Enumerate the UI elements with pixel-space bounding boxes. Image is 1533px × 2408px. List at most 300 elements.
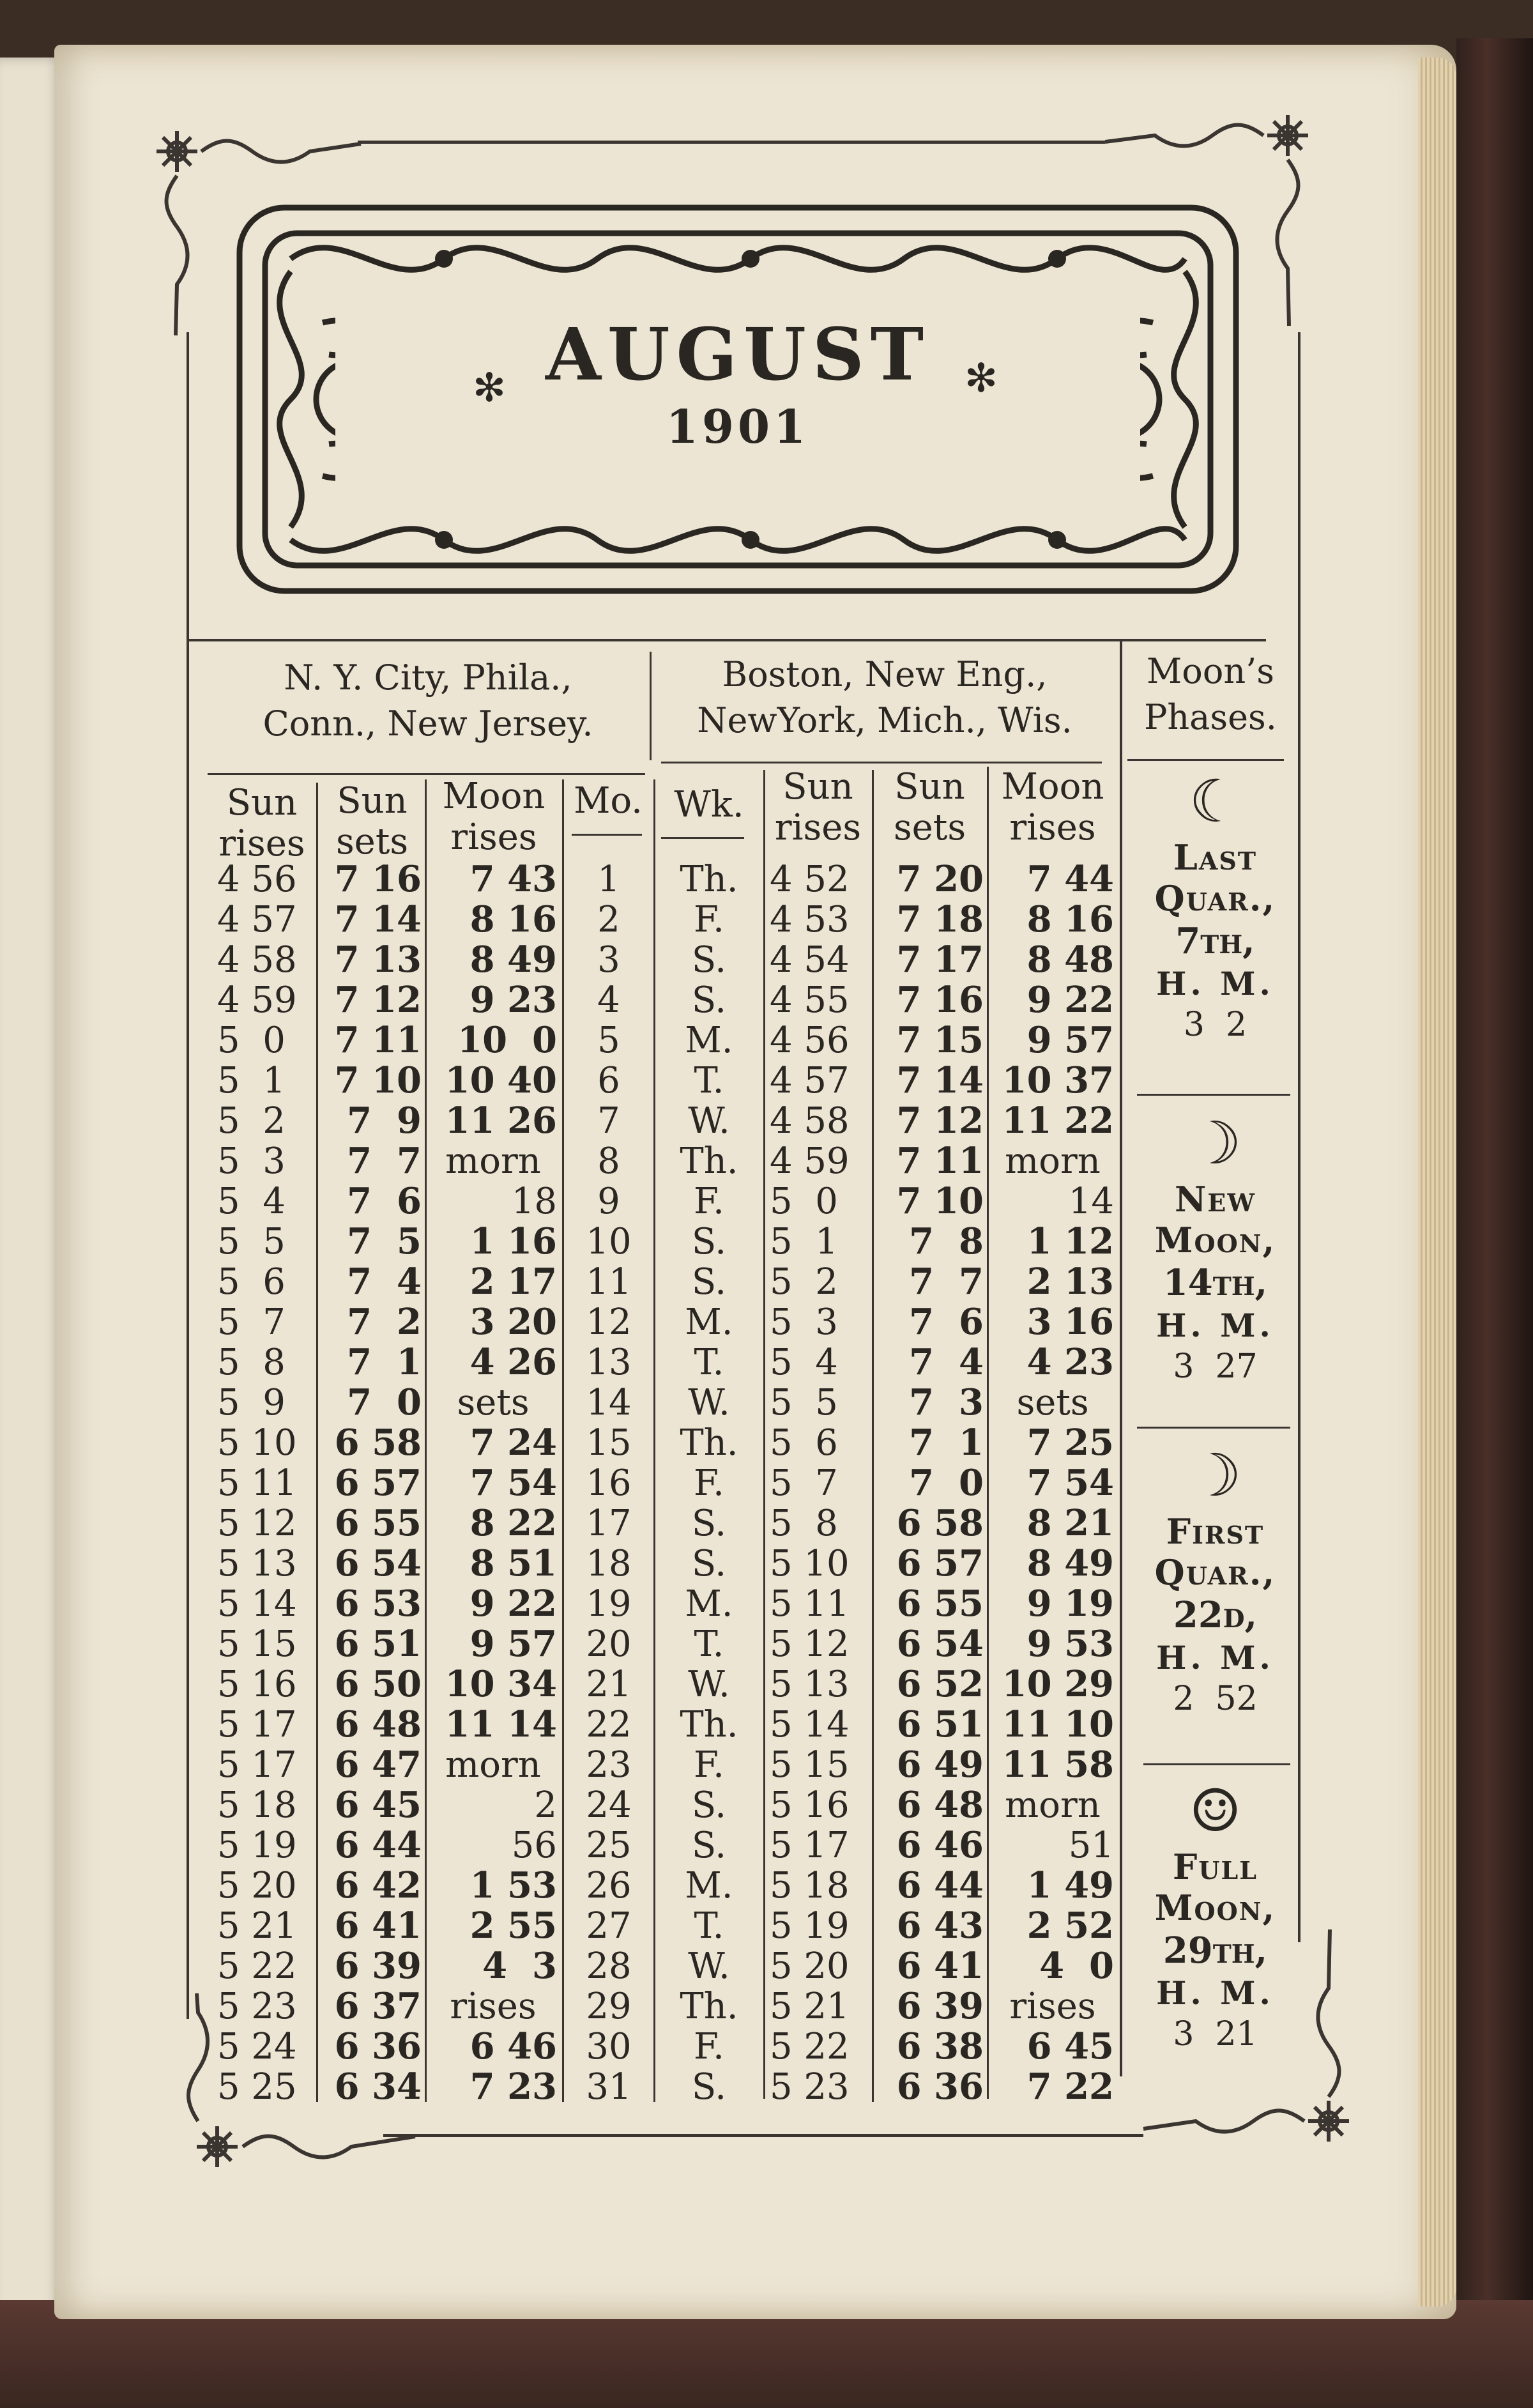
cell-sun-sets: 6 44 — [334, 1824, 422, 1866]
cell-day-of-month: 22 — [586, 1704, 632, 1745]
cell-sun-rises: 5 1 — [217, 1060, 286, 1101]
cell-weekday: S. — [691, 1784, 727, 1826]
col-head-sun-rises-l2: rises — [218, 823, 305, 864]
cell-day-of-month: 20 — [586, 1623, 632, 1665]
cell-sun-sets: 6 48 — [334, 1703, 422, 1745]
moon-phase-icon: ☽ — [1189, 1441, 1242, 1510]
cell-sun-sets: 7 5 — [347, 1220, 422, 1262]
title-banner — [227, 195, 1249, 604]
cell-sun-rises-2: 5 11 — [770, 1583, 850, 1625]
cell-moon-rises: 4 3 — [482, 1945, 557, 1987]
cell-sun-sets-2: 7 3 — [909, 1381, 984, 1423]
cell-moon-rises: 8 22 — [469, 1502, 557, 1544]
cell-moon-rises-2: 7 54 — [1026, 1462, 1114, 1504]
col-head-sun-rises-l1: Sun — [226, 782, 298, 824]
moon-phase-block — [1124, 1776, 1306, 2055]
cell-weekday: Th. — [680, 1704, 738, 1745]
cell-sun-sets-2: 6 57 — [896, 1542, 984, 1584]
cell-sun-rises-2: 5 5 — [770, 1382, 838, 1423]
cell-sun-rises-2: 5 15 — [770, 1744, 850, 1786]
cell-day-of-month: 8 — [597, 1140, 620, 1182]
cell-sun-rises: 5 6 — [217, 1261, 286, 1303]
month-title: AUGUST — [545, 313, 931, 397]
cell-day-of-month: 21 — [586, 1664, 632, 1705]
cell-moon-rises: 1 16 — [469, 1220, 557, 1262]
cell-moon-rises: 8 51 — [469, 1542, 557, 1584]
cell-sun-rises: 5 19 — [217, 1825, 297, 1866]
asterism-left-icon: ✻ — [473, 364, 506, 411]
moon-phases-header — [1121, 648, 1300, 740]
cell-sun-sets-2: 7 18 — [896, 898, 984, 940]
cell-moon-rises: 2 55 — [469, 1905, 557, 1947]
cell-moon-rises-2: 7 25 — [1026, 1422, 1114, 1464]
cell-moon-rises-2: 10 37 — [1002, 1059, 1114, 1101]
cell-moon-rises: 9 22 — [469, 1583, 557, 1625]
cell-sun-rises-2: 5 21 — [770, 1986, 850, 2027]
cell-moon-rises: 7 43 — [469, 858, 557, 900]
cell-moon-rises-2: 1 12 — [1026, 1220, 1114, 1262]
cell-day-of-month: 7 — [597, 1100, 620, 1142]
cell-sun-rises: 5 0 — [217, 1020, 286, 1061]
cell-moon-rises-2: morn — [1005, 1784, 1101, 1826]
cell-weekday: S. — [691, 939, 727, 981]
moon-phase-hm-label: H. M. — [1156, 965, 1274, 1002]
cell-moon-rises: rises — [450, 1986, 537, 2027]
moon-phase-icon: ☾ — [1189, 767, 1242, 836]
cell-sun-rises: 5 5 — [217, 1221, 286, 1262]
cell-sun-rises: 4 57 — [217, 899, 297, 940]
cell-weekday: S. — [691, 1825, 727, 1866]
cell-sun-rises: 5 3 — [217, 1140, 286, 1182]
cell-sun-sets-2: 6 36 — [896, 2066, 984, 2108]
cell-sun-sets: 7 0 — [347, 1381, 422, 1423]
cell-day-of-month: 28 — [586, 1945, 632, 1987]
cell-weekday: Th. — [680, 859, 738, 900]
cell-moon-rises-2: morn — [1005, 1140, 1101, 1182]
region-header-ny — [211, 655, 645, 747]
col-head-sun-sets-2-l2: sets — [893, 807, 966, 848]
page-stack-edge — [1418, 58, 1456, 2306]
moon-phase-name: New — [1175, 1179, 1256, 1220]
cell-sun-rises: 5 17 — [217, 1704, 297, 1745]
region-header-boston — [658, 652, 1111, 744]
moon-phase-time: 3 27 — [1173, 1347, 1258, 1386]
cell-moon-rises-2: 7 44 — [1026, 858, 1114, 900]
cell-sun-sets: 6 58 — [334, 1422, 422, 1464]
cell-sun-sets: 7 12 — [334, 979, 422, 1021]
cell-sun-sets: 7 14 — [334, 898, 422, 940]
moon-phase-day: 29th, — [1163, 1929, 1268, 1972]
cell-sun-sets: 6 55 — [334, 1502, 422, 1544]
cell-sun-sets: 6 37 — [334, 1985, 422, 2027]
phase-divider-1 — [1137, 1094, 1290, 1096]
cell-sun-sets: 6 47 — [334, 1744, 422, 1786]
region-header-ny-line1: N. Y. City, Phila., — [284, 657, 572, 698]
cell-weekday: W. — [688, 1100, 730, 1142]
col-head-sun-rises-2-l1: Sun — [782, 766, 853, 808]
cell-moon-rises-2: 9 57 — [1026, 1019, 1114, 1061]
cell-sun-sets: 7 10 — [334, 1059, 422, 1101]
cell-weekday: Th. — [680, 1422, 738, 1464]
cell-moon-rises: 1 53 — [469, 1864, 557, 1906]
cell-weekday: F. — [694, 1462, 724, 1504]
col-head-sun-sets-l1: Sun — [337, 780, 408, 822]
cell-sun-rises-2: 4 53 — [770, 899, 850, 940]
moon-phase-hm-label: H. M. — [1156, 1307, 1274, 1344]
cell-sun-rises: 5 9 — [217, 1382, 286, 1423]
cell-sun-sets-2: 6 52 — [896, 1663, 984, 1705]
cell-sun-sets: 7 4 — [347, 1261, 422, 1303]
year-title: 1901 — [666, 399, 810, 454]
cell-day-of-month: 4 — [597, 979, 620, 1021]
cell-sun-rises-2: 4 57 — [770, 1060, 850, 1101]
cell-sun-sets: 7 1 — [347, 1341, 422, 1383]
cell-sun-rises-2: 5 22 — [770, 2026, 850, 2067]
cell-sun-sets: 6 54 — [334, 1542, 422, 1584]
cell-sun-sets-2: 7 17 — [896, 939, 984, 981]
cell-sun-rises: 5 11 — [217, 1462, 297, 1504]
cell-weekday: F. — [694, 1181, 724, 1222]
cell-moon-rises: 56 — [511, 1825, 557, 1866]
cell-sun-rises-2: 5 16 — [770, 1784, 850, 1826]
cell-sun-sets-2: 7 10 — [896, 1180, 984, 1222]
cell-day-of-month: 24 — [586, 1784, 632, 1826]
region-header-boston-line2: NewYork, Mich., Wis. — [697, 700, 1072, 740]
cell-sun-rises: 5 8 — [217, 1342, 286, 1383]
cell-weekday: M. — [685, 1020, 733, 1061]
moon-phase-name-2: Moon, — [1154, 1220, 1276, 1261]
cell-weekday: S. — [691, 979, 727, 1021]
cell-sun-rises: 5 7 — [217, 1301, 286, 1343]
cell-moon-rises: 10 34 — [445, 1663, 557, 1705]
cell-sun-rises: 5 23 — [217, 1986, 297, 2027]
cell-day-of-month: 18 — [586, 1543, 632, 1584]
cell-moon-rises: 7 23 — [469, 2066, 557, 2108]
cell-sun-rises-2: 5 6 — [770, 1422, 838, 1464]
cell-sun-sets: 6 51 — [334, 1623, 422, 1665]
cell-weekday: W. — [688, 1664, 730, 1705]
moon-phase-time: 3 21 — [1173, 2015, 1258, 2053]
cell-sun-sets-2: 7 7 — [909, 1261, 984, 1303]
cell-sun-sets-2: 7 4 — [909, 1341, 984, 1383]
cell-moon-rises: morn — [445, 1140, 541, 1182]
cell-moon-rises-2: 7 22 — [1026, 2066, 1114, 2108]
cell-sun-rises-2: 4 56 — [770, 1020, 850, 1061]
col-head-sun-rises-2-l2: rises — [774, 807, 862, 848]
phase-divider-2 — [1137, 1427, 1290, 1429]
cell-day-of-month: 23 — [586, 1744, 632, 1786]
moon-phase-day: 7th, — [1175, 920, 1255, 962]
cell-day-of-month: 25 — [586, 1825, 632, 1866]
col-head-sun-sets-l2: sets — [335, 821, 409, 863]
region-header-ny-line2: Conn., New Jersey. — [263, 703, 593, 744]
col-head-wk — [658, 785, 760, 825]
moon-phase-hm-label: H. M. — [1156, 1639, 1274, 1676]
cell-sun-sets-2: 6 51 — [896, 1703, 984, 1745]
cell-day-of-month: 2 — [597, 899, 620, 940]
cell-sun-sets-2: 7 0 — [909, 1462, 984, 1504]
cell-moon-rises-2: 4 23 — [1026, 1341, 1114, 1383]
wk-underline — [661, 837, 744, 839]
cell-moon-rises-2: 1 49 — [1026, 1864, 1114, 1906]
cell-sun-rises-2: 5 3 — [770, 1301, 838, 1343]
cell-weekday: S. — [691, 1221, 727, 1262]
cell-moon-rises: morn — [445, 1744, 541, 1786]
cell-moon-rises: 9 23 — [469, 979, 557, 1021]
cell-moon-rises-2: 8 49 — [1026, 1542, 1114, 1584]
col-divider-2 — [425, 779, 427, 2102]
moon-phase-block — [1124, 1441, 1306, 1719]
cell-sun-rises-2: 4 52 — [770, 859, 850, 900]
cell-sun-rises-2: 5 23 — [770, 2066, 850, 2108]
cell-moon-rises-2: 9 22 — [1026, 979, 1114, 1021]
cell-moon-rises-2: 4 0 — [1039, 1945, 1114, 1987]
cell-sun-sets-2: 7 15 — [896, 1019, 984, 1061]
moon-phase-icon: ☺ — [1189, 1777, 1242, 1845]
cell-sun-rises: 5 17 — [217, 1744, 297, 1786]
cell-sun-rises-2: 5 17 — [770, 1825, 850, 1866]
col-divider-6 — [872, 770, 874, 2102]
region-ny-underline — [208, 773, 645, 775]
col-divider-7 — [987, 767, 989, 2099]
cell-sun-sets-2: 7 20 — [896, 858, 984, 900]
cell-weekday: Th. — [680, 1986, 738, 2027]
cell-sun-rises-2: 5 13 — [770, 1664, 850, 1705]
moon-phase-hm-label: H. M. — [1156, 1974, 1274, 2012]
region-divider-1 — [650, 652, 652, 760]
cell-moon-rises-2: sets — [1016, 1382, 1089, 1423]
cell-moon-rises: 8 49 — [469, 939, 557, 981]
cell-sun-rises-2: 4 59 — [770, 1140, 850, 1182]
cell-sun-rises: 5 24 — [217, 2026, 297, 2067]
cell-moon-rises: 4 26 — [469, 1341, 557, 1383]
cell-sun-rises: 5 15 — [217, 1623, 297, 1665]
cell-moon-rises: 11 26 — [445, 1100, 557, 1142]
cell-moon-rises: 18 — [511, 1181, 557, 1222]
book-cover-edge — [1456, 38, 1533, 2408]
cell-sun-sets: 7 9 — [347, 1100, 422, 1142]
cell-moon-rises-2: 11 10 — [1002, 1703, 1114, 1745]
cell-sun-rises: 5 22 — [217, 1945, 297, 1987]
col-head-wk-label: Wk. — [674, 784, 744, 825]
cell-day-of-month: 30 — [586, 2026, 632, 2067]
cell-weekday: M. — [685, 1865, 733, 1906]
cell-sun-rises-2: 4 54 — [770, 939, 850, 981]
cell-day-of-month: 14 — [586, 1382, 632, 1423]
cell-day-of-month: 3 — [597, 939, 620, 981]
moon-phases-underline — [1127, 759, 1284, 761]
cell-sun-sets: 7 6 — [347, 1180, 422, 1222]
cell-sun-rises-2: 4 58 — [770, 1100, 850, 1142]
cell-weekday: M. — [685, 1583, 733, 1625]
col-head-sun-rises-2 — [765, 767, 871, 848]
cell-weekday: Th. — [680, 1140, 738, 1182]
cell-sun-sets: 6 39 — [334, 1945, 422, 1987]
cell-sun-sets: 6 45 — [334, 1784, 422, 1826]
cell-weekday: F. — [694, 2026, 724, 2067]
col-head-moon-rises-2-l2: rises — [1009, 807, 1096, 848]
moon-phase-name-2: Quar., — [1154, 1552, 1276, 1593]
cell-moon-rises: 2 — [534, 1784, 557, 1826]
col-head-moon-rises — [427, 776, 561, 858]
cell-sun-rises-2: 5 4 — [770, 1342, 838, 1383]
cell-sun-sets-2: 6 49 — [896, 1744, 984, 1786]
cell-moon-rises: 6 46 — [469, 2025, 557, 2067]
cell-moon-rises-2: 2 13 — [1026, 1261, 1114, 1303]
cell-sun-rises: 5 4 — [217, 1181, 286, 1222]
cell-moon-rises: 10 0 — [457, 1019, 557, 1061]
cell-moon-rises-2: 2 52 — [1026, 1905, 1114, 1947]
cell-moon-rises-2: 10 29 — [1002, 1663, 1114, 1705]
moon-phase-icon: ☽ — [1189, 1109, 1242, 1177]
col-head-moon-rises-l1: Moon — [442, 776, 545, 817]
cell-sun-sets-2: 6 39 — [896, 1985, 984, 2027]
col-divider-5 — [763, 770, 765, 2099]
cell-sun-rises-2: 5 0 — [770, 1181, 838, 1222]
cell-sun-sets: 6 42 — [334, 1864, 422, 1906]
cell-sun-rises: 5 13 — [217, 1543, 297, 1584]
cell-day-of-month: 12 — [586, 1301, 632, 1343]
cell-moon-rises-2: 51 — [1068, 1825, 1114, 1866]
cell-sun-rises-2: 5 7 — [770, 1462, 838, 1504]
asterism-right-icon: ✻ — [965, 355, 998, 401]
cell-sun-rises: 5 25 — [217, 2066, 297, 2108]
cell-sun-sets: 6 50 — [334, 1663, 422, 1705]
cell-day-of-month: 6 — [597, 1060, 620, 1101]
cell-day-of-month: 17 — [586, 1503, 632, 1544]
cell-moon-rises: 3 20 — [469, 1301, 557, 1343]
cell-weekday: S. — [691, 1503, 727, 1544]
col-divider-1 — [316, 783, 318, 2102]
frame-left-rule — [187, 332, 189, 2019]
col-head-mo-label: Mo. — [574, 780, 643, 822]
cell-moon-rises-2: 8 21 — [1026, 1502, 1114, 1544]
cell-sun-rises: 5 2 — [217, 1100, 286, 1142]
cell-sun-rises: 4 56 — [217, 859, 297, 900]
cell-day-of-month: 27 — [586, 1905, 632, 1947]
cell-sun-rises: 4 59 — [217, 979, 297, 1021]
cell-sun-rises: 5 12 — [217, 1503, 297, 1544]
cell-moon-rises: 7 54 — [469, 1462, 557, 1504]
cell-weekday: T. — [694, 1623, 724, 1665]
cell-sun-rises: 5 18 — [217, 1784, 297, 1826]
region-boston-underline — [661, 762, 1102, 763]
cell-day-of-month: 19 — [586, 1583, 632, 1625]
region-divider-2 — [1120, 639, 1122, 2076]
cell-day-of-month: 26 — [586, 1865, 632, 1906]
cell-day-of-month: 29 — [586, 1986, 632, 2027]
cell-sun-sets-2: 7 6 — [909, 1301, 984, 1343]
cell-sun-rises: 4 58 — [217, 939, 297, 981]
col-divider-4 — [653, 779, 655, 2102]
moon-phase-time: 2 52 — [1173, 1680, 1258, 1718]
cell-weekday: S. — [691, 1261, 727, 1303]
moon-phase-block — [1124, 767, 1306, 1045]
cell-sun-rises-2: 5 20 — [770, 1945, 850, 1987]
moon-phase-name-2: Quar., — [1154, 878, 1276, 919]
region-header-boston-line1: Boston, New Eng., — [722, 654, 1048, 694]
cell-sun-sets-2: 6 55 — [896, 1583, 984, 1625]
moon-phases-header-line1: Moon’s — [1147, 651, 1274, 691]
cell-weekday: T. — [694, 1060, 724, 1101]
cell-sun-rises-2: 5 18 — [770, 1865, 850, 1906]
cell-sun-sets-2: 6 43 — [896, 1905, 984, 1947]
cell-sun-sets-2: 7 11 — [896, 1140, 984, 1182]
phase-divider-3 — [1143, 1763, 1290, 1765]
cell-sun-sets-2: 6 38 — [896, 2025, 984, 2067]
cell-weekday: F. — [694, 899, 724, 940]
cell-sun-sets: 7 16 — [334, 858, 422, 900]
cell-sun-sets-2: 6 54 — [896, 1623, 984, 1665]
col-head-moon-rises-2 — [989, 767, 1117, 848]
cell-sun-sets-2: 7 8 — [909, 1220, 984, 1262]
cell-sun-rises-2: 5 19 — [770, 1905, 850, 1947]
cell-sun-sets-2: 7 12 — [896, 1100, 984, 1142]
cell-sun-sets: 6 34 — [334, 2066, 422, 2108]
cell-weekday: M. — [685, 1301, 733, 1343]
cell-sun-sets-2: 7 14 — [896, 1059, 984, 1101]
moon-phase-day: 22d, — [1173, 1594, 1258, 1636]
cell-day-of-month: 5 — [597, 1020, 620, 1061]
cell-sun-rises-2: 4 55 — [770, 979, 850, 1021]
moon-phase-time: 3 2 — [1183, 1006, 1247, 1044]
cell-day-of-month: 10 — [586, 1221, 632, 1262]
cell-weekday: F. — [694, 1744, 724, 1786]
cell-sun-sets: 6 53 — [334, 1583, 422, 1625]
cell-sun-rises-2: 5 14 — [770, 1704, 850, 1745]
cell-sun-sets-2: 6 58 — [896, 1502, 984, 1544]
cell-sun-rises: 5 21 — [217, 1905, 297, 1947]
cell-moon-rises: sets — [457, 1382, 530, 1423]
cell-sun-sets-2: 6 48 — [896, 1784, 984, 1826]
cell-moon-rises-2: rises — [1009, 1986, 1096, 2027]
col-head-sun-rises — [211, 783, 313, 864]
cell-moon-rises: 9 57 — [469, 1623, 557, 1665]
cell-weekday: W. — [688, 1382, 730, 1423]
cell-moon-rises: 10 40 — [445, 1059, 557, 1101]
cell-sun-sets: 6 41 — [334, 1905, 422, 1947]
moon-phase-name: Full — [1173, 1846, 1258, 1887]
cell-day-of-month: 11 — [586, 1261, 632, 1303]
cell-day-of-month: 15 — [586, 1422, 632, 1464]
cell-sun-sets-2: 7 1 — [909, 1422, 984, 1464]
moon-phase-name: First — [1166, 1511, 1265, 1552]
col-head-moon-rises-l2: rises — [450, 817, 537, 858]
cell-sun-sets-2: 6 41 — [896, 1945, 984, 1987]
frame-top-rule — [358, 141, 1105, 144]
col-head-sun-sets-2-l1: Sun — [894, 766, 965, 808]
cell-weekday: S. — [691, 1543, 727, 1584]
cell-sun-rises-2: 5 1 — [770, 1221, 838, 1262]
cell-moon-rises-2: 11 22 — [1002, 1100, 1114, 1142]
cell-moon-rises-2: 8 48 — [1026, 939, 1114, 981]
col-head-mo — [563, 781, 653, 822]
col-head-sun-sets-2 — [874, 767, 986, 848]
cell-moon-rises: 11 14 — [445, 1703, 557, 1745]
cell-moon-rises-2: 6 45 — [1026, 2025, 1114, 2067]
cell-moon-rises: 8 16 — [469, 898, 557, 940]
cell-moon-rises-2: 14 — [1068, 1181, 1114, 1222]
moon-phase-day: 14th, — [1163, 1262, 1268, 1304]
cell-sun-sets-2: 7 16 — [896, 979, 984, 1021]
cell-sun-sets-2: 6 44 — [896, 1864, 984, 1906]
cell-moon-rises: 2 17 — [469, 1261, 557, 1303]
cell-sun-rises: 5 20 — [217, 1865, 297, 1906]
col-head-moon-rises-2-l1: Moon — [1001, 766, 1104, 808]
cell-moon-rises: 7 24 — [469, 1422, 557, 1464]
header-top-rule — [187, 639, 1266, 641]
mo-underline — [572, 834, 642, 836]
